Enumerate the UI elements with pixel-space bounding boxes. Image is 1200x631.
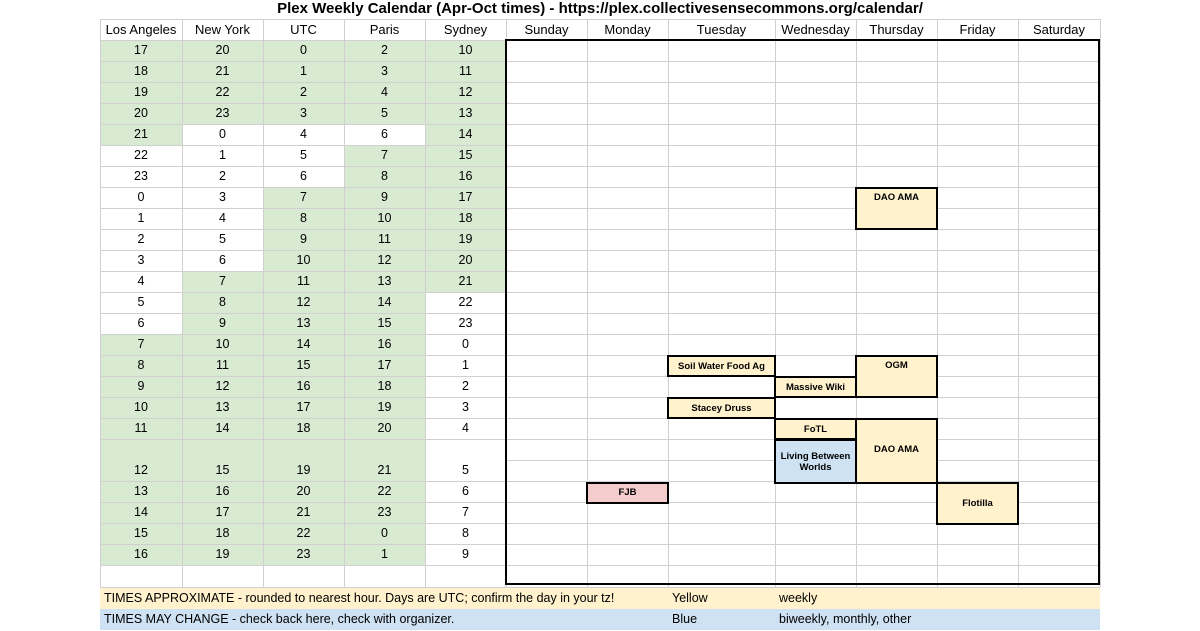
time-cell: 12 — [182, 376, 263, 397]
time-cell: 17 — [182, 502, 263, 523]
time-cell: 21 — [425, 271, 506, 292]
time-cell: 3 — [137, 253, 145, 267]
time-cell: 4 — [219, 211, 226, 225]
time-cell: 7 — [263, 187, 344, 208]
time-cell: 0 — [462, 337, 469, 351]
time-cell: 18 — [100, 61, 182, 82]
grid-hline — [100, 124, 1100, 125]
time-cell: 14 — [100, 502, 182, 523]
event-flotilla[interactable]: Flotilla — [936, 482, 1019, 525]
time-cell: 4 — [344, 82, 425, 103]
time-cell: 10 — [100, 397, 182, 418]
time-cell: 9 — [263, 229, 344, 250]
time-cell: 1 — [219, 148, 226, 162]
time-cell: 22 — [344, 481, 425, 502]
time-cell: 23 — [134, 169, 148, 183]
calendar-border-right — [1098, 39, 1100, 585]
time-cell: 22 — [182, 82, 263, 103]
time-cell: 8 — [182, 292, 263, 313]
time-cell: 2 — [219, 169, 226, 183]
time-cell: 19 — [100, 82, 182, 103]
time-cell: 1 — [137, 211, 145, 225]
time-cell: 13 — [182, 397, 263, 418]
time-cell: 1 — [344, 544, 425, 565]
time-cell: 18 — [263, 418, 344, 439]
time-cell: 8 — [462, 526, 469, 540]
zone-header-new-york: New York — [195, 22, 250, 37]
time-cell: 22 — [134, 148, 148, 162]
time-cell: 20 — [100, 103, 182, 124]
time-cell: 9 — [182, 313, 263, 334]
grid-hline — [100, 439, 1100, 440]
time-cell: 19 — [182, 544, 263, 565]
grid-hline — [100, 565, 1100, 566]
grid-hline — [100, 229, 1100, 230]
time-cell: 18 — [425, 208, 506, 229]
legend-blue-label: Blue — [668, 609, 775, 630]
zone-header-los-angeles: Los Angeles — [105, 22, 177, 37]
time-cell: 20 — [182, 40, 263, 61]
time-cell: 0 — [137, 190, 145, 204]
day-header-saturday: Saturday — [1032, 22, 1086, 37]
time-cell: 19 — [263, 439, 344, 481]
time-cell: 2 — [137, 232, 145, 246]
day-header-wednesday: Wednesday — [781, 22, 850, 37]
time-cell: 12 — [263, 292, 344, 313]
grid-hline — [100, 187, 1100, 188]
time-cell: 2 — [263, 82, 344, 103]
grid-hline — [100, 145, 1100, 146]
time-cell: 7 — [100, 334, 182, 355]
time-cell: 15 — [182, 439, 263, 481]
grid-hline — [100, 82, 1100, 83]
time-cell: 13 — [100, 481, 182, 502]
grid-hline — [100, 544, 1100, 545]
time-cell: 10 — [182, 334, 263, 355]
grid-hline — [100, 103, 1100, 104]
time-cell: 16 — [182, 481, 263, 502]
time-cell: 14 — [425, 124, 506, 145]
time-cell: 22 — [458, 295, 473, 309]
time-cell: 5 — [462, 463, 469, 477]
event-massive-wiki[interactable]: Massive Wiki — [774, 376, 857, 398]
time-cell: 23 — [263, 544, 344, 565]
time-cell: 4 — [300, 127, 307, 141]
time-cell: 12 — [425, 82, 506, 103]
time-cell: 7 — [182, 271, 263, 292]
event-ogm[interactable]: OGM — [855, 355, 938, 398]
day-header-tuesday: Tuesday — [696, 22, 747, 37]
time-cell: 0 — [219, 127, 226, 141]
note-times-may-change: TIMES MAY CHANGE - check back here, check with organizer. — [100, 609, 668, 630]
time-cell: 15 — [100, 523, 182, 544]
event-dao-ama-thursday-late[interactable]: DAO AMA — [855, 418, 938, 484]
time-cell: 2 — [462, 379, 469, 393]
time-cell: 1 — [462, 358, 469, 372]
time-cell: 11 — [100, 418, 182, 439]
grid-hline — [100, 61, 1100, 62]
time-cell: 23 — [344, 502, 425, 523]
time-cell: 5 — [344, 103, 425, 124]
time-cell: 11 — [263, 271, 344, 292]
time-cell: 10 — [425, 40, 506, 61]
time-cell: 1 — [263, 61, 344, 82]
time-cell: 21 — [182, 61, 263, 82]
time-cell: 6 — [219, 253, 226, 267]
calendar-border-left — [505, 39, 507, 585]
time-cell: 20 — [263, 481, 344, 502]
zone-header-sydney: Sydney — [443, 22, 488, 37]
time-cell: 21 — [263, 502, 344, 523]
time-cell: 20 — [344, 418, 425, 439]
grid-hline — [100, 250, 1100, 251]
time-cell: 11 — [344, 229, 425, 250]
time-cell: 19 — [425, 229, 506, 250]
time-cell: 6 — [462, 484, 469, 498]
calendar-border-bottom — [506, 583, 1100, 585]
grid-hline — [100, 355, 1100, 356]
page-title: Plex Weekly Calendar (Apr-Oct times) - https://plex.collectivesensecommons.org/calendar/ — [277, 0, 923, 17]
time-cell: 9 — [462, 547, 469, 561]
time-cell: 10 — [263, 250, 344, 271]
time-cell: 23 — [182, 103, 263, 124]
time-cell: 9 — [100, 376, 182, 397]
calendar-border-top — [506, 39, 1100, 41]
grid-hline — [100, 292, 1100, 293]
grid-hline — [100, 271, 1100, 272]
time-cell: 21 — [100, 124, 182, 145]
time-cell: 3 — [263, 103, 344, 124]
time-cell: 13 — [344, 271, 425, 292]
event-stacey-druss[interactable]: Stacey Druss — [667, 397, 776, 419]
time-cell: 9 — [344, 187, 425, 208]
time-cell: 16 — [100, 544, 182, 565]
calendar-grid — [100, 19, 1100, 631]
time-cell: 13 — [425, 103, 506, 124]
day-header-monday: Monday — [604, 22, 651, 37]
time-cell: 11 — [425, 61, 506, 82]
time-cell: 7 — [344, 145, 425, 166]
event-dao-ama-thursday-early[interactable]: DAO AMA — [855, 187, 938, 230]
time-cell: 8 — [344, 166, 425, 187]
event-living-between-worlds[interactable]: Living Between Worlds — [774, 439, 857, 484]
day-header-friday: Friday — [959, 22, 996, 37]
time-cell: 6 — [137, 316, 145, 330]
time-cell: 3 — [219, 190, 226, 204]
day-header-sunday: Sunday — [524, 22, 569, 37]
time-cell: 12 — [344, 250, 425, 271]
time-cell: 6 — [381, 127, 388, 141]
time-cell: 17 — [344, 355, 425, 376]
time-cell: 15 — [425, 145, 506, 166]
zone-header-paris: Paris — [369, 22, 400, 37]
legend-yellow-label: Yellow — [668, 588, 775, 609]
grid-hline — [100, 313, 1100, 314]
time-cell: 21 — [344, 439, 425, 481]
time-cell: 15 — [263, 355, 344, 376]
zone-header-utc: UTC — [290, 22, 317, 37]
time-cell: 14 — [182, 418, 263, 439]
time-cell: 17 — [425, 187, 506, 208]
time-cell: 11 — [182, 355, 263, 376]
time-cell: 12 — [100, 439, 182, 481]
time-cell: 2 — [344, 40, 425, 61]
grid-hline — [100, 19, 1100, 20]
time-cell: 0 — [263, 40, 344, 61]
time-cell: 10 — [344, 208, 425, 229]
time-cell: 20 — [425, 250, 506, 271]
event-fjb[interactable]: FJB — [586, 482, 669, 504]
time-cell: 16 — [344, 334, 425, 355]
time-cell: 5 — [300, 148, 307, 162]
event-soil-water-food-ag[interactable]: Soil Water Food Ag — [667, 355, 776, 377]
time-cell: 14 — [344, 292, 425, 313]
time-cell: 5 — [137, 295, 145, 309]
legend-blue-meaning: biweekly, monthly, other — [775, 609, 1100, 630]
note-times-approximate: TIMES APPROXIMATE - rounded to nearest hour. Days are UTC; confirm the day in your tz! — [100, 588, 668, 609]
time-cell: 14 — [263, 334, 344, 355]
time-cell: 0 — [344, 523, 425, 544]
grid-hline — [100, 397, 1100, 398]
time-cell: 19 — [344, 397, 425, 418]
time-cell: 8 — [263, 208, 344, 229]
time-cell: 4 — [137, 274, 145, 288]
grid-hline — [100, 166, 1100, 167]
time-cell: 18 — [182, 523, 263, 544]
time-cell: 13 — [263, 313, 344, 334]
time-cell: 8 — [100, 355, 182, 376]
time-cell: 15 — [344, 313, 425, 334]
time-cell: 5 — [219, 232, 226, 246]
grid-hline — [100, 334, 1100, 335]
time-cell: 22 — [263, 523, 344, 544]
time-cell: 23 — [458, 316, 473, 330]
grid-hline — [100, 418, 1100, 419]
event-fotl[interactable]: FoTL — [774, 418, 857, 440]
grid-vline — [1100, 19, 1101, 587]
day-header-thursday: Thursday — [869, 22, 924, 37]
time-cell: 3 — [462, 400, 469, 414]
time-cell: 16 — [425, 166, 506, 187]
time-cell: 17 — [263, 397, 344, 418]
time-cell: 4 — [462, 421, 469, 435]
grid-hline — [100, 208, 1100, 209]
grid-hline — [100, 376, 1100, 377]
time-cell: 7 — [462, 505, 469, 519]
time-cell: 18 — [344, 376, 425, 397]
time-cell: 16 — [263, 376, 344, 397]
time-cell: 6 — [300, 169, 307, 183]
time-cell: 3 — [344, 61, 425, 82]
legend-yellow-meaning: weekly — [775, 588, 1100, 609]
time-cell: 17 — [100, 40, 182, 61]
